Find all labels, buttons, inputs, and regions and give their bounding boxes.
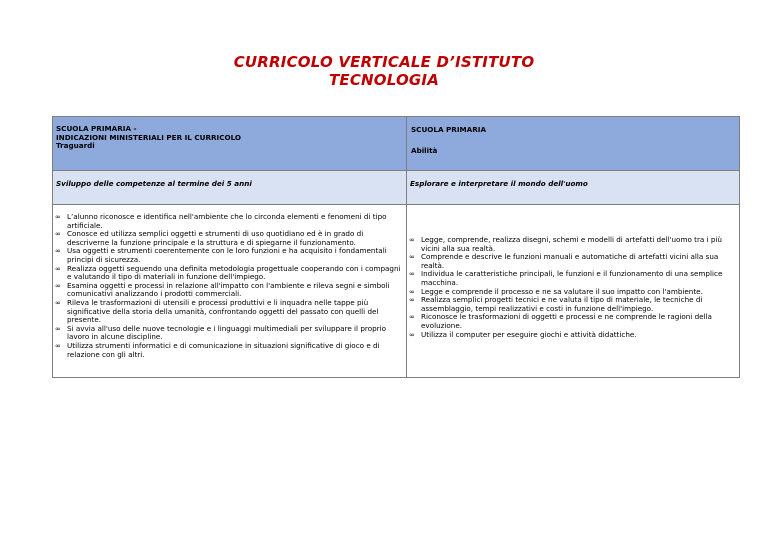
list-item-text: Comprende e descrive le funzioni manuali e automatiche di artefatti vicini alla sua realtà. [421, 252, 719, 270]
bullet-icon: ∞ [409, 236, 415, 244]
bullet-icon: ∞ [409, 287, 415, 296]
list-item-text: Realizza semplici progetti tecnici e ne valuta il tipo di materiale, le tecniche di assemblaggio, tempi realizzativi e costi in funzione dell'impiego. [421, 295, 703, 313]
list-item-text: Esamina oggetti e processi in relazione all'impatto con l'ambiente e rileva segni e simboli comunicativi analizzando i prodotti commerciali. [67, 280, 390, 299]
bullet-icon: ∞ [409, 270, 415, 279]
list-item [407, 270, 733, 287]
header-right-line2: Abilità [411, 146, 438, 155]
list-item-text: Si avvia all'uso delle nuove tecnologie e i linguaggi multimediali per sviluppare il proprio lavoro in alcune discipline. [67, 323, 387, 342]
list-item-text: Individua le caratteristiche principali, le funzioni e il funzionamento di una semplice macchina. [421, 269, 723, 287]
content-row [53, 205, 740, 378]
subheader-left: Sviluppo delle competenze al termine dei 5 anni [53, 171, 407, 205]
list-item-text: Utilizza strumenti informatici e di comunicazione in situazioni significative di gioco e di relazione con gli altri. [67, 340, 380, 359]
subheader-row [53, 171, 740, 205]
list-item-text: Legge, comprende, realizza disegni, schemi e modelli di artefatti dell'uomo tra i più vicini alla sua realtà. [421, 235, 722, 253]
list-item [53, 299, 402, 325]
document-subject: TECNOLOGIA [328, 71, 440, 89]
skills-cell [407, 205, 740, 378]
bullet-icon: ∞ [409, 253, 415, 262]
list-item-text: Utilizza il computer per eseguire giochi e attività didattiche. [421, 329, 637, 339]
bullet-icon: ∞ [55, 324, 61, 333]
list-item-text: Riconosce le trasformazioni di oggetti e processi e ne comprende le ragioni della evoluzione. [421, 312, 712, 330]
list-item-text: Realizza oggetti seguendo una definita metodologia progettuale cooperando con i compagni e valutando il tipo di materiali in funzione dell'impiego. [67, 263, 401, 282]
list-item [53, 213, 402, 230]
header-cell-left [53, 117, 407, 171]
bullet-icon: ∞ [55, 298, 61, 307]
list-item [53, 342, 402, 359]
header-left-line3: Traguardi [56, 141, 95, 151]
list-item [407, 331, 733, 340]
bullet-icon: ∞ [55, 341, 61, 350]
document-title: CURRICOLO VERTICALE D’ISTITUTO [233, 53, 535, 71]
list-item-text: Legge e comprende il processo e ne sa valutare il suo impatto con l'ambiente. [421, 286, 703, 296]
bullet-icon: ∞ [55, 230, 61, 239]
bullet-icon: ∞ [55, 247, 61, 256]
header-left-line2: INDICAZIONI MINISTERIALI PER IL CURRICOLO [56, 132, 242, 142]
list-item [53, 325, 402, 342]
curriculum-table [52, 116, 740, 378]
list-item [407, 296, 733, 313]
header-left-line1: SCUOLA PRIMARIA - [56, 124, 137, 133]
goals-cell [53, 205, 407, 378]
bullet-icon: ∞ [55, 281, 61, 290]
list-item [53, 282, 402, 299]
list-item [53, 247, 402, 264]
header-right-line1: SCUOLA PRIMARIA [411, 125, 487, 134]
bullet-icon: ∞ [55, 264, 61, 273]
list-item-text: Rileva le trasformazioni di utensili e processi produttivi e li inquadra nelle tappe più significative della storia della umanità, confrontando oggetti del passato con quelli del presente. [67, 297, 379, 325]
list-item-text: Conosce ed utilizza semplici oggetti e strumenti di uso quotidiano ed è in grado di descriverne la funzione principale e la struttura e di spiegarne il funzionamento. [67, 229, 364, 247]
list-item [407, 236, 733, 253]
list-item-text: Usa oggetti e strumenti coerentemente con le loro funzioni e ha acquisito i fondamentali principi di sicurezza. [67, 246, 387, 264]
bullet-icon: ∞ [409, 313, 415, 322]
skills-list [407, 205, 739, 339]
list-item [53, 265, 402, 282]
bullet-icon: ∞ [55, 213, 61, 221]
list-item-text: L’alunno riconosce e identifica nell'ambiente che lo circonda elementi e fenomeni di tipo artificiale. [67, 212, 387, 230]
goals-list [53, 205, 406, 359]
list-item [407, 253, 733, 270]
subheader-right: Esplorare e interpretare il mondo dell'uomo [407, 171, 740, 205]
list-item [407, 313, 733, 330]
bullet-icon: ∞ [409, 330, 415, 339]
bullet-icon: ∞ [409, 296, 415, 305]
list-item [53, 230, 402, 247]
header-cell-right [407, 117, 740, 171]
header-row [53, 117, 740, 171]
